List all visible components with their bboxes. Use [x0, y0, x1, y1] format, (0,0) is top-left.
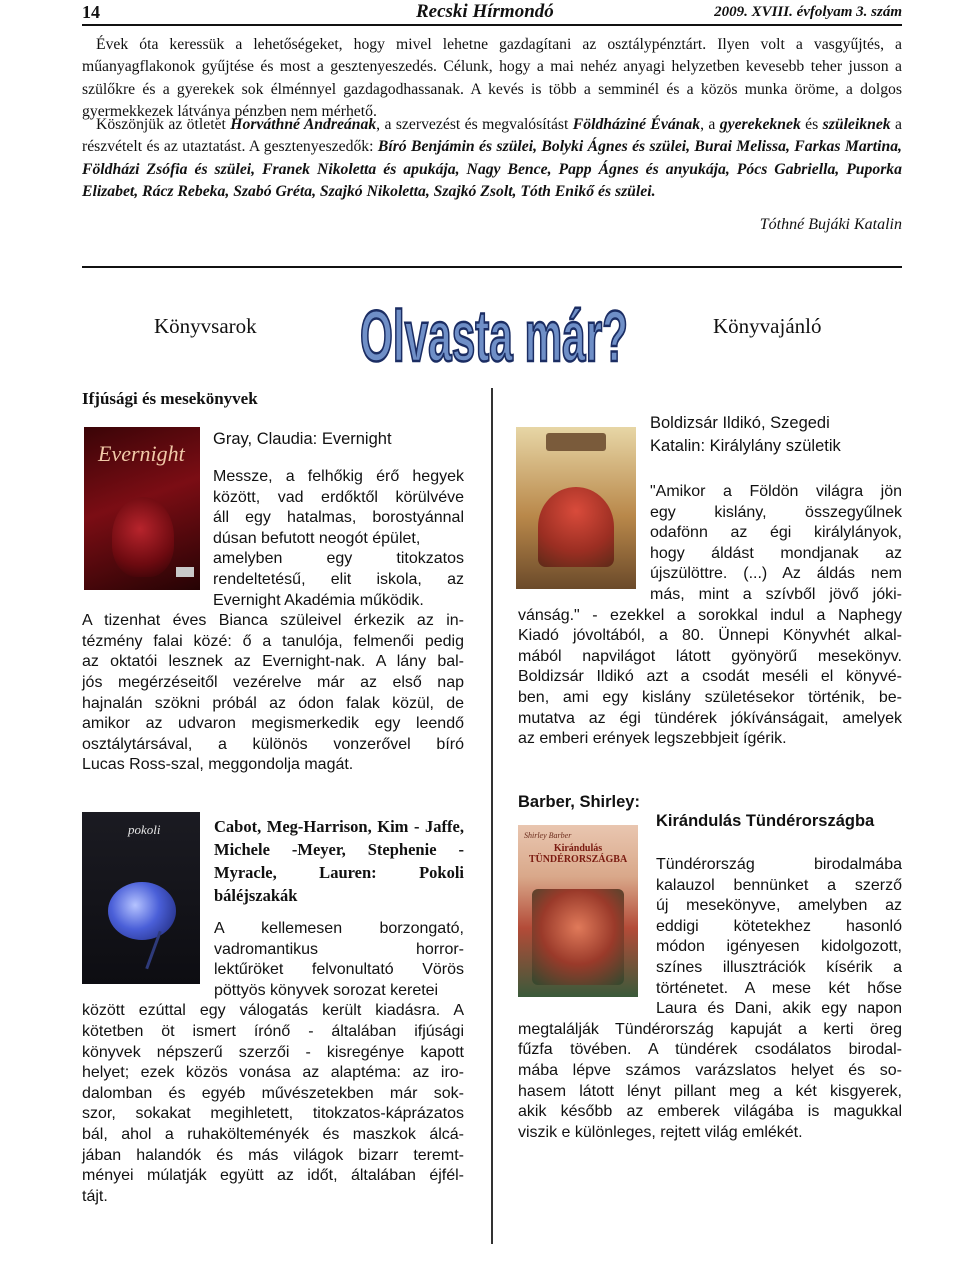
book-description [518, 855, 902, 1143]
text-line: amikor az udvaron megismerkedik egy leendő [82, 715, 464, 733]
category-heading: Ifjúsági és mesekönyvek [82, 389, 258, 408]
text-line: kalauzol bennünket a szerző [656, 876, 902, 894]
book-title [650, 412, 902, 458]
text-line: az oktatói lesznek az Evernight-nak. A lány bal- [82, 653, 464, 671]
text-line: odafönn az égi királylányok, [650, 524, 902, 542]
p2-name: Horváthné Andreának [230, 116, 377, 133]
text-line: mutatva az égi tündérek jókívánságait, amelyek [518, 709, 902, 727]
cover-title: pokoli [128, 822, 161, 837]
text-line: hasem látott lényt pillant meg a két kisgyerek, [518, 1082, 902, 1100]
text-line: Boldizsár Ildikó azt a csodát meséli el könyvé- [518, 668, 902, 686]
p2-name: szüleiknek [822, 116, 891, 133]
text-line: Tündérország birodalmába [656, 856, 902, 873]
text-line: dalomban és egyéb művészetekben már sok- [82, 1084, 464, 1102]
p2-name: Földháziné Évának [572, 116, 701, 133]
text-line: fűzfa tövében. A tündérek csodálatos birodal- [518, 1041, 902, 1059]
book-description [518, 482, 902, 750]
intro-paragraph-2 [82, 114, 902, 203]
text-line: tájt. [82, 1187, 108, 1205]
text-line: az emberi erények legszebbjeit ígérik. [518, 730, 787, 748]
text-line: A tizenhat éves Bianca szüleivel érkezik az in- [82, 612, 464, 630]
text-line: mából napvilágot látott gyönyörű mesekönyv. [518, 647, 902, 665]
text-line: ményei múlatják együtt az időt, általában éjfél- [82, 1167, 464, 1185]
text-line: A kellemesen borzongató, [214, 920, 464, 937]
text-line: jában halandók és más világok bizarr teremt- [82, 1146, 464, 1164]
book-description [82, 467, 464, 776]
p2-name: gyerekeknek [719, 116, 801, 133]
text-line: viszik e különleges, rejtett világ emlékét. [518, 1123, 803, 1141]
text-line: módon igényesen kidolgozott, [656, 938, 902, 956]
section-rule [82, 266, 902, 268]
cover-title: Kirándulás TÜNDÉRORSZÁGBA [528, 843, 628, 865]
olvasta-mar-logo [356, 283, 636, 375]
text-line: Kiadó jóvoltából, a 80. Ünnepi Könyvhét alkal- [518, 627, 902, 645]
text-line: színes illusztrációk kísérik a [656, 958, 902, 976]
header-rule [82, 24, 902, 26]
text-line: dúsan befutott neogót épület, [213, 529, 421, 547]
column-divider [491, 388, 493, 1244]
p2-part: és [800, 116, 823, 133]
p2-part: Köszönjük az ötletet [96, 116, 231, 133]
cover-title-plate [546, 433, 606, 451]
book-title: Gray, Claudia: Evernight [213, 430, 392, 448]
text-line: könyvek népszerű szerzői - kisregénye kapott [82, 1043, 464, 1061]
text-line: tézmény falai közé: ő a tanulója, felmenői pedig [82, 632, 464, 650]
author-signature: Tóthné Bujáki Katalin [759, 216, 902, 233]
publication-title: Recski Hírmondó [416, 1, 554, 22]
text-line: Messze, a felhőkig érő hegyek [213, 468, 464, 485]
text-line: ben, ami egy kislány születésekor történik, be- [518, 688, 902, 706]
page-number: 14 [82, 2, 100, 22]
text-line: új mesekönyve, amelyben az [656, 897, 902, 915]
book-title: Cabot, Meg-Harrison, Kim - Jaffe, Michele -Meyer, Stephenie -Myracle, Lauren: Pokoli báléjszakák [214, 817, 464, 905]
text-line: bál, ahol a ruhakölteményék és maszkok álcá- [82, 1125, 464, 1143]
text-line: pöttyös könyvek sorozat keretei [214, 981, 439, 999]
text-line: eddigi kötetekhez hasonló [656, 917, 902, 935]
text-line: osztálytársával, a különös vonzerővel bíró [82, 735, 464, 753]
text-line: vánság." - ezekkel a sorokkal indul a Naphegy [518, 606, 902, 624]
text-line: amelyben egy titokzatos [213, 550, 464, 568]
text-line: szor, sokakat megihletett, titokzatos-káprázatos [82, 1105, 464, 1123]
text-line: között, vad erdőktől körülvéve [213, 488, 464, 506]
book-description [82, 919, 464, 1207]
text-line: rendeltetésű, elit iskola, az [213, 570, 464, 588]
text-line: megtalálják Tündérország kapuját a kerti öreg [518, 1020, 902, 1038]
p2-part: a részvételt és az utaztatást. A gesztenyeszedők: [82, 116, 902, 156]
text-line: más, mint a szívből jövő jóki- [650, 585, 902, 603]
text-line: vadromantikus horror- [214, 940, 464, 958]
text-line: történetet. A mese két hőse [656, 979, 902, 997]
cover-author: Shirley Barber [524, 831, 572, 840]
text-line: akik később az emberek világába is magukkal [518, 1103, 902, 1121]
text-line: hogy áldást mondjanak az [650, 544, 902, 562]
intro-paragraph-1: Évek óta keressük a lehetőségeket, hogy mivel lehetne gazdagítani az osztálypénztárt. Ilyen volt a vasgyűjtés, a műanyagflakonok gyűjtése és most a gesztenyeszedés. Célunk, hogy a mai nehéz anyagi helyzetben kevesebb teher jusson a szülőkre és a gyerekek sok élménnyel gazdagodhassanak. A kevés is több a semminél és a közös munka öröme, a dolgos gyermekkezek látványa pénzben nem mérhető. [82, 36, 902, 120]
text-line: újszülöttre. (...) Az áldás nem [650, 565, 902, 583]
text-line: áll egy hatalmas, borostyánnal [213, 509, 464, 527]
p2-part: , a szervezést és megvalósítást [376, 116, 573, 133]
text-line: Lucas Ross-szal, meggondolja magát. [82, 756, 354, 774]
book-title-line: Boldizsár Ildikó, Szegedi [650, 414, 830, 432]
text-line: hajnalán szökni próbál az ódon falak közül, de [82, 694, 464, 712]
book-title: Kirándulás Tündérországba [656, 812, 875, 830]
text-line: egy kislány, összegyűlnek [650, 503, 902, 521]
cover-title: Evernight [98, 441, 185, 466]
text-line: kötetben öt ismert írónő - általában ifjúsági [82, 1022, 464, 1040]
p2-part: , a [700, 116, 720, 133]
text-line: jós megérzéseitől vezérelve már az első nap [82, 673, 464, 691]
text-line: "Amikor a Földön világra jön [650, 483, 902, 500]
logo-text: Olvasta már? [360, 297, 628, 375]
book-title-line: Katalin: Királylány születik [650, 437, 841, 455]
text-line: Evernight Akadémia működik. [213, 591, 424, 609]
heading-konyvsarok: Könyvsarok [154, 314, 257, 338]
participant-list: Bíró Benjámin és szülei, Bolyki Ágnes és szülei, Burai Melissa, Farkas Martina, Földházi Zsófia és szülei, Franek Nikoletta és apukája, Nagy Bence, Papp Ágnes és anyukája, Pócs Gabriella, Puporka Elizabet, Rácz Rebeka, Szabó Gréta, Szajkó Nikoletta, Szajkó Zsolt, Tóth Enikő és szülei. [82, 138, 902, 200]
text-line: helyet; ezek közös vonása az alaptéma: az iro- [82, 1064, 464, 1082]
text-line: Laura és Dani, akik egy napon [656, 1000, 902, 1018]
issue-info: 2009. XVIII. évfolyam 3. szám [714, 4, 902, 20]
page-header [82, 0, 902, 24]
text-line: mába lépve számos varázslatos helyet és so- [518, 1061, 902, 1079]
heading-konyvajanlo: Könyvajánló [713, 314, 822, 338]
book-author: Barber, Shirley: [518, 793, 640, 811]
text-line: lektűröket felvonultató Vörös [214, 961, 464, 979]
text-line: között ezúttal egy válogatás került kiadásra. A [82, 1002, 464, 1020]
